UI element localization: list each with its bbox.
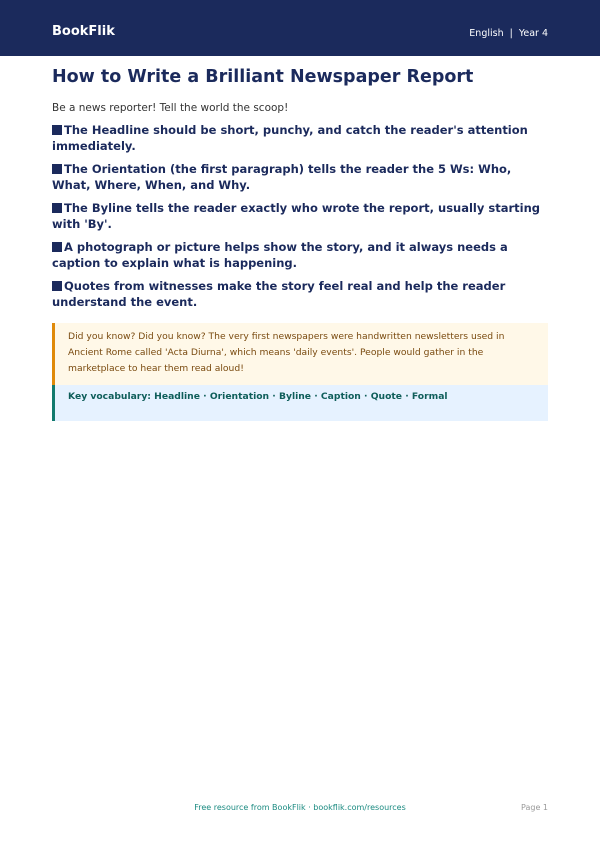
square-bullet-icon [52,242,62,252]
year-label: Year 4 [518,28,548,39]
square-bullet-icon [52,281,62,291]
intro-text: Be a news reporter! Tell the world the scoop! [52,102,289,114]
square-bullet-icon [52,203,62,213]
key-point-text: A photograph or picture helps show the story, and it always needs a caption to explain what is happening. [52,240,508,270]
square-bullet-icon [52,164,62,174]
did-you-know-box: Did you know? Did you know? The very first newspapers were handwritten newsletters used in Ancient Rome called 'Acta Diurna', which means 'daily events'. People would gather in the marketplace to hear them read aloud! [52,323,548,385]
key-points-list [52,122,548,310]
key-point [52,122,548,154]
key-point [52,278,548,310]
subject-label: English [469,28,504,39]
main-content [52,66,548,421]
header-bar [0,0,600,56]
brand-logo-text[interactable]: BookFlik [52,24,115,39]
header-meta [469,28,548,39]
page-title: How to Write a Brilliant Newspaper Report [52,67,474,87]
key-point-text: The Headline should be short, punchy, and catch the reader's attention immediately. [52,123,528,153]
key-point-text: The Byline tells the reader exactly who wrote the report, usually starting with 'By'. [52,201,540,231]
key-point-text: The Orientation (the first paragraph) tells the reader the 5 Ws: Who, What, Where, When, and Why. [52,162,512,192]
square-bullet-icon [52,125,62,135]
page-number: Page 1 [521,803,548,812]
footer-credit[interactable]: Free resource from BookFlik · bookflik.com/resources [194,803,406,812]
header-separator: | [509,28,513,39]
key-vocabulary-box: Key vocabulary: Headline · Orientation · Byline · Caption · Quote · Formal [52,385,548,421]
key-point [52,239,548,271]
key-point-text: Quotes from witnesses make the story feel real and help the reader understand the event. [52,279,506,309]
key-point [52,200,548,232]
key-point [52,161,548,193]
